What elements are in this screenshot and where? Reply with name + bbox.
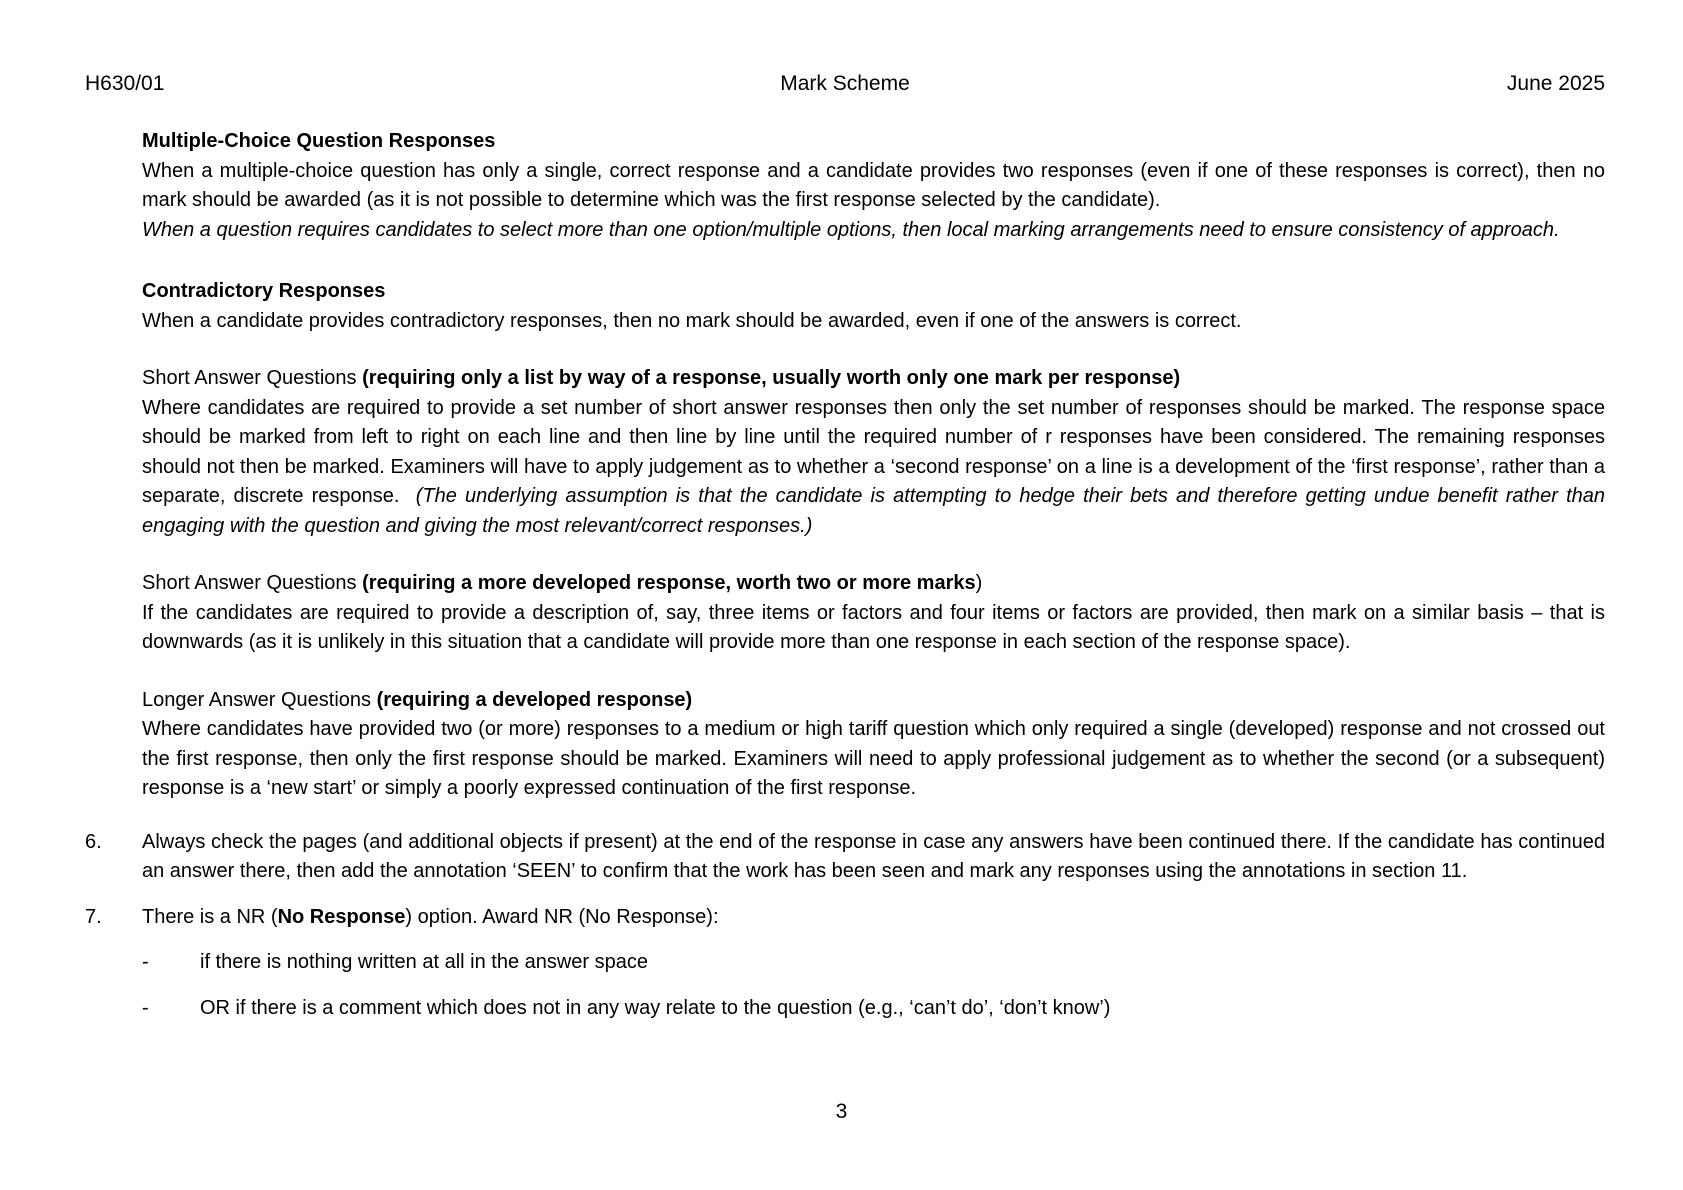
page-number: 3 [835,1100,848,1123]
short-list-text: Where candidates are required to provide a set number of short answer responses then only the set number of responses should be marked. The response space should be marked from left to right on each line and then line by line until the required number of r responses have been considered. The remaining responses should not then be marked. Examiners will have to apply judgement as to whether a ‘second response’ on a line is a development of the ‘first response’, rather than a separate, discrete response. [142,396,1605,507]
contradictory-heading: Contradictory Responses [142,280,386,302]
short-list-paragraph [142,394,1605,542]
short-developed-heading [142,569,1605,599]
document-date: June 2025 [1506,72,1605,95]
short-developed-heading-end: ) [975,572,983,594]
item-7-text [142,903,1605,933]
mcq-heading: Multiple-Choice Question Responses [142,130,496,152]
contradictory-section [142,277,1605,336]
mcq-section [142,127,1605,245]
bullet-text: OR if there is a comment which does not in any way relate to the question (e.g., ‘can’t do’, ‘don’t know’) [200,996,1111,1019]
document-code: H630/01 [85,72,165,95]
bullet-item [142,994,1605,1024]
short-list-section [142,364,1605,541]
page-body [85,127,1605,1037]
item-6 [85,828,1605,887]
contradictory-paragraph: When a candidate provides contradictory responses, then no mark should be awarded, even if one of the answers is correct. [142,309,1242,332]
longer-heading-plain: Longer Answer Questions [142,688,372,711]
page-header [85,72,1605,100]
short-developed-section [142,569,1605,658]
item-7-number: 7. [85,905,102,928]
mcq-italic-paragraph: When a question requires candidates to select more than one option/multiple options, then local marking arrangements need to ensure consistency of approach. [142,218,1560,241]
mcq-paragraph: When a multiple-choice question has only a single, correct response and a candidate provides two responses (even if one of these responses is correct), then no mark should be awarded (as it is not possible to determine which was the first response selected by the candidate). [142,159,1605,211]
short-developed-heading-plain: Short Answer Questions [142,572,357,594]
document-title: Mark Scheme [780,72,910,95]
item-7 [85,903,1605,1024]
longer-section [142,686,1605,804]
short-developed-heading-bold: (requiring a more developed response, worth two or more marks [362,572,976,594]
short-list-heading [142,364,1605,394]
bullet-dash: - [142,996,149,1019]
item-6-number: 6. [85,830,102,853]
item-6-text: Always check the pages (and additional objects if present) at the end of the response in case any answers have been continued there. If the candidate has continued an answer there, then add the annotation ‘SEEN’ to confirm that the work has been seen and mark any responses using the annotations in section 11. [142,830,1605,882]
bullet-text: if there is nothing written at all in the answer space [200,951,649,973]
short-list-heading-plain: Short Answer Questions [142,367,357,389]
short-list-italic-note: (The underlying assumption is that the candidate is attempting to hedge their bets and therefore getting undue benefit rather than engaging with the question and giving the most relevant/correct responses.) [142,485,1605,537]
longer-heading-bold: (requiring a developed response) [376,688,693,711]
short-list-heading-bold: (requiring only a list by way of a response, usually worth only one mark per response) [362,367,1181,389]
longer-heading [142,686,1605,716]
item-7-text-after: ) option. Award NR (No Response): [405,905,719,928]
bullet-dash: - [142,951,149,973]
short-developed-paragraph: If the candidates are required to provide a description of, say, three items or factors and four items or factors are provided, then mark on a similar basis – that is downwards (as it is unlikely in this situation that a candidate will provide more than one response in each section of the response space). [142,601,1605,653]
bullet-item [142,948,1605,978]
item-7-text-before: There is a NR ( [142,905,278,928]
longer-paragraph: Where candidates have provided two (or more) responses to a medium or high tariff question which only required a single (developed) response and not crossed out the first response, then only the first response should be marked. Examiners will need to apply professional judgement as to whether the second (or a subsequent) response is a ‘new start’ or simply a poorly expressed continuation of the first response. [142,718,1605,799]
item-7-text-bold: No Response [277,905,406,928]
